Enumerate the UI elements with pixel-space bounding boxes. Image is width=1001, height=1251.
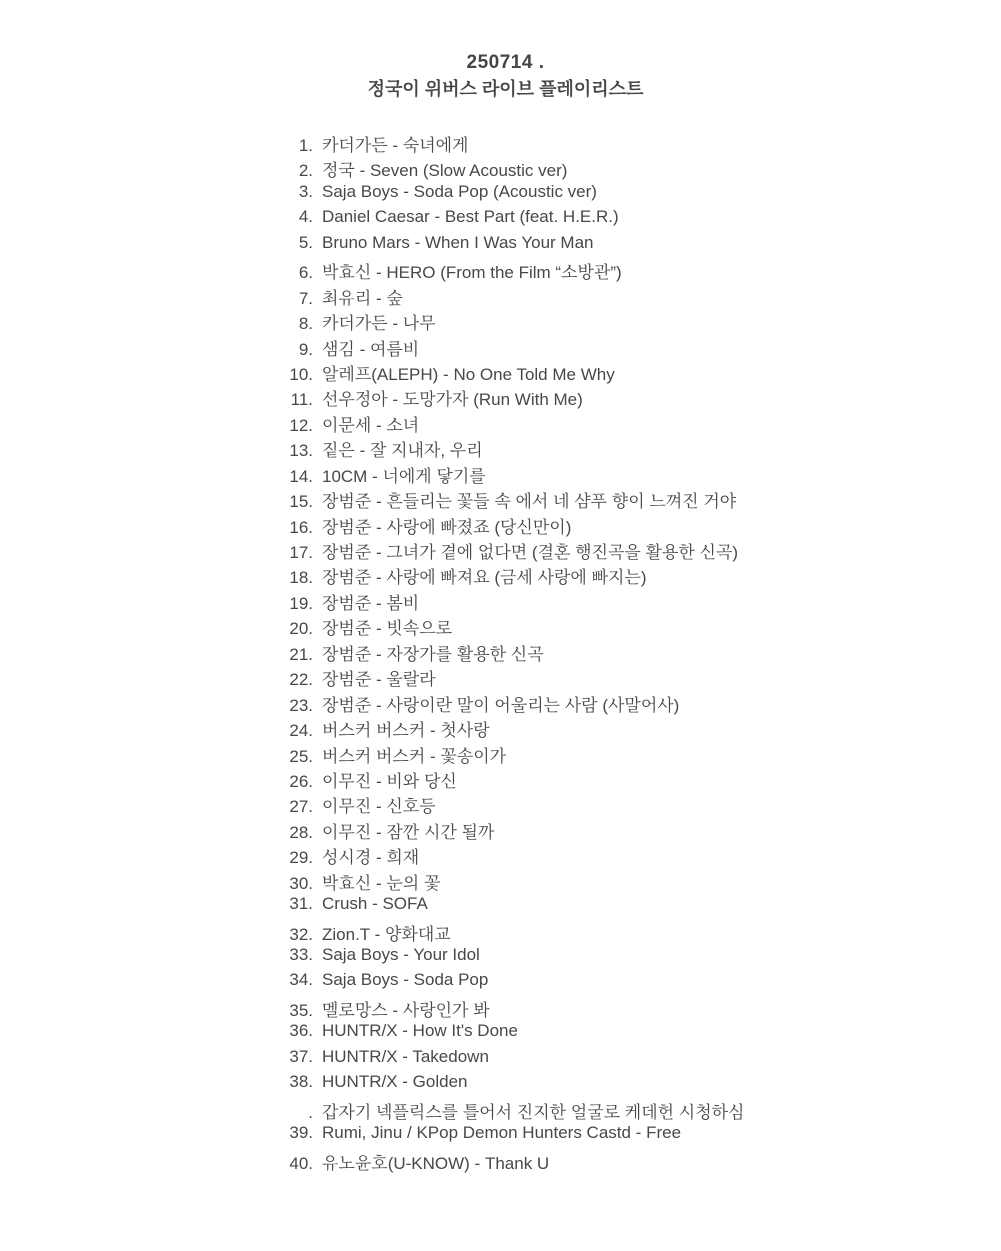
item-text: Zion.T - 양화대교 [322, 924, 451, 944]
list-item [277, 589, 977, 614]
item-text: HUNTR/X - How It's Done [322, 1021, 518, 1041]
list-item [277, 462, 977, 487]
list-item [277, 1098, 977, 1123]
list-item [277, 258, 977, 283]
item-number: 14. [289, 466, 313, 486]
item-text: 짙은 - 잘 지내자, 우리 [322, 441, 483, 461]
document-header [0, 50, 1001, 103]
item-text: Daniel Caesar - Best Part (feat. H.E.R.) [322, 207, 619, 227]
item-number: 1. [298, 136, 313, 155]
list-item [277, 385, 977, 410]
list-item [277, 335, 977, 360]
item-number: 21. [289, 644, 313, 664]
list-item [277, 284, 977, 309]
list-item [277, 131, 977, 156]
item-number: 30. [289, 873, 313, 893]
item-number: 17. [289, 543, 313, 562]
item-text: 장범준 - 그녀가 곁에 없다면 (결혼 행진곡을 활용한 신곡) [322, 543, 739, 562]
list-item [277, 156, 977, 181]
item-text: 장범준 - 울랄라 [322, 670, 436, 690]
list-item [277, 1021, 977, 1046]
item-number: 37. [289, 1046, 313, 1066]
item-text: 장범준 - 자장가를 활용한 신곡 [322, 644, 544, 664]
list-item [277, 691, 977, 716]
item-number: 9. [298, 339, 313, 359]
list-item [277, 640, 977, 665]
item-number: 40. [289, 1153, 313, 1173]
list-item [277, 233, 977, 258]
item-text: 멜로망스 - 사랑인가 봐 [322, 1000, 490, 1020]
item-number: 12. [289, 415, 313, 435]
item-number: 11. [290, 390, 313, 410]
item-text: 샘김 - 여름비 [322, 339, 420, 359]
item-text: Saja Boys - Soda Pop [322, 970, 489, 990]
item-text: Rumi, Jinu / KPop Demon Hunters Castd - Free [322, 1123, 682, 1143]
list-item [277, 894, 977, 919]
item-text: 유노윤호(U-KNOW) - Thank U [322, 1153, 550, 1173]
item-number: 23. [289, 695, 313, 715]
item-text: 알레프(ALEPH) - No One Told Me Why [322, 364, 615, 384]
item-text: 최유리 - 숲 [322, 288, 403, 308]
item-number: 38. [289, 1072, 313, 1092]
item-text: 장범준 - 흔들리는 꽃들 속 에서 네 샴푸 향이 느껴진 거야 [322, 492, 737, 512]
item-text: 장범준 - 봄비 [322, 593, 420, 613]
item-number: . [308, 1102, 313, 1122]
item-text: HUNTR/X - Golden [322, 1072, 468, 1092]
list-item [277, 843, 977, 868]
list-item [277, 360, 977, 385]
item-text: 장범준 - 사랑이란 말이 어울리는 사람 (사말어사) [322, 695, 680, 715]
list-item [277, 182, 977, 207]
item-number: 16. [289, 517, 313, 537]
item-text: Saja Boys - Your Idol [322, 945, 480, 964]
item-number: 26. [289, 771, 313, 791]
list-item [277, 538, 977, 563]
list-item [277, 920, 977, 945]
item-number: 28. [289, 822, 313, 842]
item-number: 18. [289, 568, 313, 588]
list-item [277, 970, 977, 995]
item-text: 이무진 - 신호등 [322, 797, 436, 817]
item-text: 장범준 - 빗속으로 [322, 619, 453, 639]
list-item [277, 1149, 977, 1174]
item-number: 31. [289, 894, 313, 914]
item-text: 10CM - 너에게 닿기를 [322, 466, 486, 486]
item-text: 선우정아 - 도망가자 (Run With Me) [322, 390, 583, 410]
item-text: 버스커 버스커 - 첫사랑 [322, 721, 490, 741]
item-number: 3. [298, 181, 313, 201]
item-text: Saja Boys - Soda Pop (Acoustic ver) [322, 181, 597, 201]
page-title: 정국이 위버스 라이브 플레이리스트 [367, 79, 644, 99]
item-number: 15. [289, 492, 313, 512]
list-item [277, 665, 977, 690]
list-item [277, 1047, 977, 1072]
list-item [277, 487, 977, 512]
item-number: 25. [289, 746, 313, 766]
list-item [277, 614, 977, 639]
item-number: 13. [289, 441, 313, 461]
item-number: 5. [298, 232, 313, 252]
list-item [277, 207, 977, 232]
item-text: 정국 - Seven (Slow Acoustic ver) [322, 161, 568, 181]
list-item [277, 563, 977, 588]
list-item [277, 716, 977, 741]
item-number: 7. [298, 288, 313, 308]
item-text: Crush - SOFA [322, 894, 428, 914]
item-number: 4. [298, 207, 313, 227]
item-number: 35. [289, 1000, 313, 1020]
list-item [277, 818, 977, 843]
item-text: Bruno Mars - When I Was Your Man [322, 232, 594, 252]
item-number: 6. [298, 263, 313, 283]
item-number: 8. [298, 314, 313, 334]
item-number: 10. [289, 364, 313, 384]
item-number: 19. [289, 593, 313, 613]
list-item [277, 309, 977, 334]
item-text: HUNTR/X - Takedown [322, 1046, 489, 1066]
item-number: 33. [289, 945, 313, 964]
item-number: 24. [289, 721, 313, 741]
item-number: 2. [298, 161, 313, 181]
playlist-list [277, 131, 977, 1174]
item-text: 이무진 - 잠깐 시간 될까 [322, 822, 495, 842]
item-text: 박효신 - 눈의 꽃 [322, 873, 441, 893]
list-item [277, 945, 977, 970]
list-item [277, 996, 977, 1021]
item-number: 22. [289, 670, 313, 690]
item-number: 27. [289, 797, 313, 817]
item-text: 카더가든 - 나무 [322, 314, 436, 334]
item-text: 이문세 - 소녀 [322, 415, 420, 435]
list-item [277, 513, 977, 538]
page-title-date: 250714 . [466, 52, 545, 73]
item-text: 이무진 - 비와 당신 [322, 771, 457, 791]
item-text: 갑자기 넥플릭스를 틀어서 진지한 얼굴로 케데헌 시청하심 [322, 1102, 745, 1122]
list-item [277, 411, 977, 436]
list-item [277, 742, 977, 767]
item-number: 32. [289, 924, 313, 944]
item-text: 카더가든 - 숙녀에게 [322, 136, 469, 155]
list-item [277, 792, 977, 817]
item-number: 36. [289, 1021, 313, 1041]
list-item [277, 436, 977, 461]
item-number: 20. [289, 619, 313, 639]
item-text: 장범준 - 사랑에 빠졌죠 (당신만이) [322, 517, 572, 537]
item-text: 성시경 - 희재 [322, 848, 420, 868]
item-number: 34. [289, 970, 313, 990]
list-item [277, 767, 977, 792]
list-item [277, 1072, 977, 1097]
item-text: 박효신 - HERO (From the Film “소방관”) [322, 263, 622, 283]
item-number: 29. [289, 848, 313, 868]
item-text: 버스커 버스커 - 꽃송이가 [322, 746, 507, 766]
item-text: 장범준 - 사랑에 빠져요 (금세 사랑에 빠지는) [322, 568, 647, 588]
list-item [277, 1123, 977, 1148]
item-number: 39. [289, 1123, 313, 1143]
list-item [277, 869, 977, 894]
